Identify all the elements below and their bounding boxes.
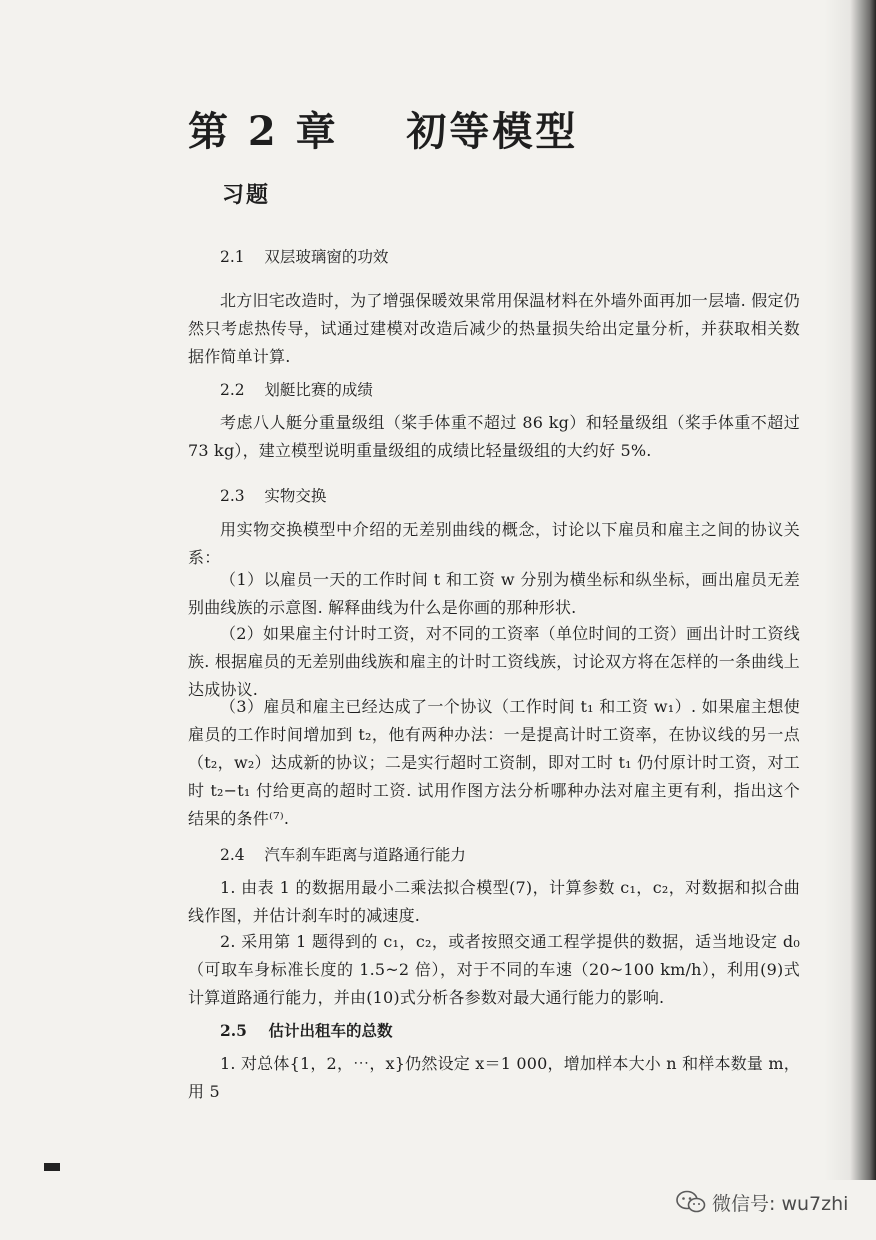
section-heading-2-2: 2.2 划艇比赛的成绩 xyxy=(220,381,373,399)
section-2-3-item-3: （3）雇员和雇主已经达成了一个协议（工作时间 t₁ 和工资 w₁）. 如果雇主想使雇员的工作时间增加到 t₂，他有两种办法：一是提高计时工资率，在协议线的另一点（t₂，w₂）达成新的协议；二是实行超时工资制，即对工时 t₁ 仍付原计时工资，对工时 t₂−t₁ 付给更高的超时工资. 试用作图方法分析哪种办法对雇主更有利，指出这个结果的条件⁽⁷⁾. xyxy=(188,697,800,828)
section-2-3-item-2: （2）如果雇主付计时工资，对不同的工资率（单位时间的工资）画出计时工资线族. 根据雇员的无差别曲线族和雇主的计时工资线族，讨论双方将在怎样的一条曲线上达成协议. xyxy=(188,624,800,699)
section-heading-2-1: 2.1 双层玻璃窗的功效 xyxy=(220,248,389,266)
section-heading-2-4: 2.4 汽车刹车距离与道路通行能力 xyxy=(220,846,466,864)
section-2-5-item-1: 1. 对总体{1，2，⋯，x}仍然设定 x＝1 000，增加样本大小 n 和样本数量 m，用 5 xyxy=(188,1054,800,1101)
section-2-1-paragraph: 北方旧宅改造时，为了增强保暖效果常用保温材料在外墙外面再加一层墙. 假定仍然只考虑热传导，试通过建模对改造后减少的热量损失给出定量分析，并获取相关数据作简单计算. xyxy=(188,291,800,366)
section-2-4-item-2: 2. 采用第 1 题得到的 c₁，c₂，或者按照交通工程学提供的数据，适当地设定 d₀（可取车身标准长度的 1.5~2 倍），对于不同的车速（20~100 km/h），利用(9)式计算道路通行能力，并由(10)式分析各参数对最大通行能力的影响. xyxy=(188,932,800,1007)
section-2-3-intro: 用实物交换模型中介绍的无差别曲线的概念，讨论以下雇员和雇主之间的协议关系： xyxy=(188,520,800,567)
section-2-3-item-1: （1）以雇员一天的工作时间 t 和工资 w 分别为横坐标和纵坐标，画出雇员无差别曲线族的示意图. 解释曲线为什么是你画的那种形状. xyxy=(188,570,800,617)
page-edge-shadow xyxy=(824,0,876,1180)
scan-mark xyxy=(44,1163,60,1171)
section-heading-2-5: 2.5 估计出租车的总数 xyxy=(220,1021,393,1040)
section-2-2-paragraph: 考虑八人艇分重量级组（桨手体重不超过 86 kg）和轻量级组（桨手体重不超过 73 kg），建立模型说明重量级组的成绩比轻量级组的大约好 5%. xyxy=(188,413,800,460)
wechat-watermark xyxy=(676,1188,848,1216)
exercise-heading: 习题 xyxy=(222,182,271,208)
section-heading-2-3: 2.3 实物交换 xyxy=(220,487,327,505)
watermark-text: 微信号: wu7zhi xyxy=(712,1192,849,1215)
wechat-icon xyxy=(676,1190,706,1214)
chapter-title: 第 2 章 初等模型 xyxy=(188,108,579,155)
section-2-4-item-1: 1. 由表 1 的数据用最小二乘法拟合模型(7)，计算参数 c₁，c₂，对数据和拟合曲线作图，并估计刹车时的减速度. xyxy=(188,878,800,925)
